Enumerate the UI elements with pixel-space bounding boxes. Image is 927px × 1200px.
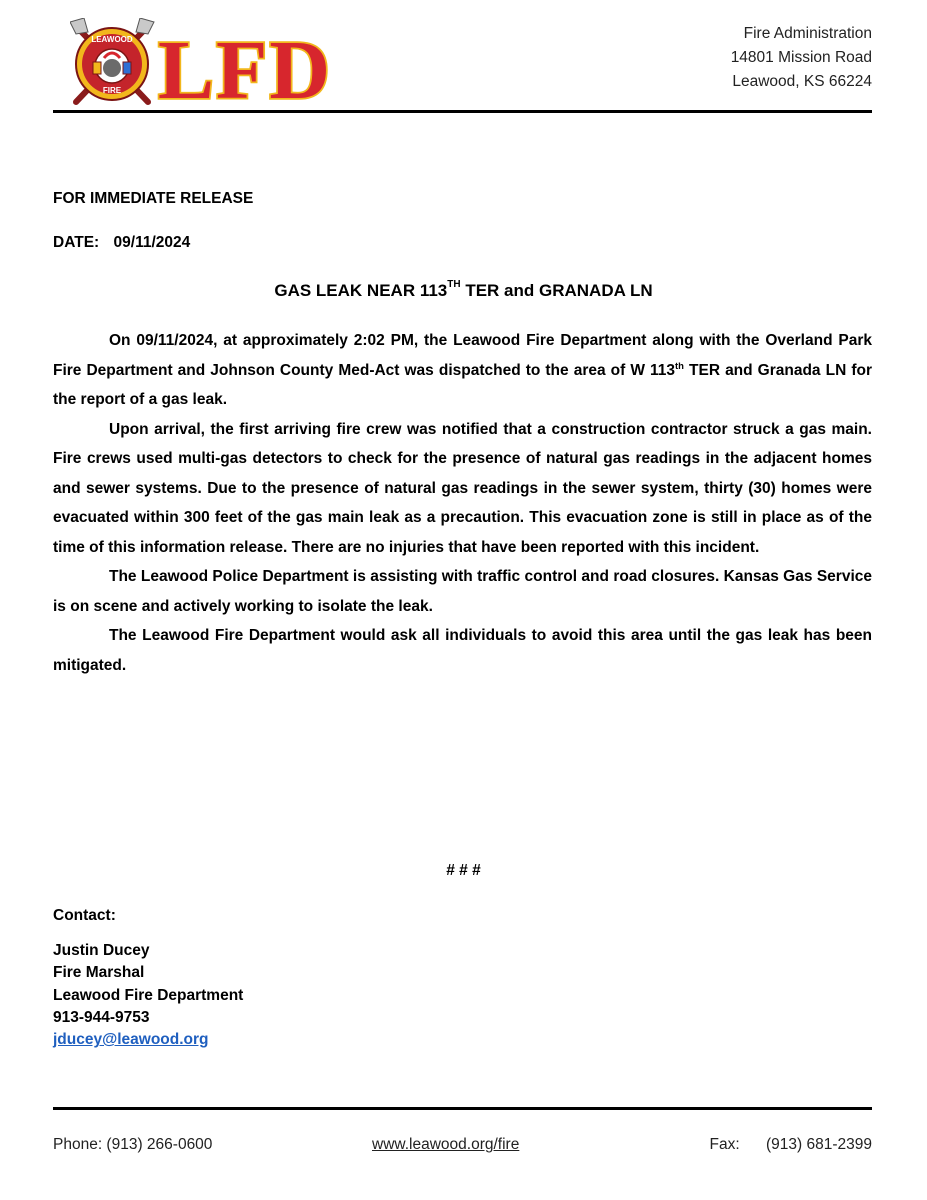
- contact-email-link[interactable]: jducey@leawood.org: [53, 1031, 209, 1049]
- contact-phone: 913-944-9753: [53, 1008, 150, 1026]
- paragraph: The Leawood Police Department is assisting with traffic control and road closures. Kansas Gas Service is on scene and actively working to isolate the leak.: [53, 568, 872, 615]
- press-release-headline: GAS LEAK NEAR 113TH TER and GRANADA LN: [274, 279, 653, 300]
- press-release-body: [53, 326, 872, 680]
- fax-value: (913) 681-2399: [766, 1136, 872, 1153]
- address-line: Leawood, KS 66224: [732, 73, 872, 90]
- paragraph: Upon arrival, the first arriving fire crew was notified that a construction contractor struck a gas main. Fire crews used multi-gas detectors to check for the presence of natural gas readings in the adjacent homes and sewer systems. Due to the presence of natural gas readings in the sewer system, thirty (30) homes were evacuated within 300 feet of the gas main leak as a precaution. This evacuation zone is still in place as of the time of this information release. There are no injuries that have been reported with this incident.: [53, 420, 872, 556]
- paragraph: On 09/11/2024, at approximately 2:02 PM, the Leawood Fire Department along with the Overland Park Fire Department and Johnson County Med-Act was dispatched to the area of W 113th TER and Granada LN for the report of a gas leak.: [53, 332, 872, 408]
- footer-fax: [710, 1136, 872, 1154]
- footer-divider: [53, 1107, 872, 1110]
- release-label: FOR IMMEDIATE RELEASE: [53, 190, 254, 207]
- contact-org: Leawood Fire Department: [53, 986, 244, 1004]
- release-date: [53, 234, 190, 252]
- svg-text:FIRE: FIRE: [102, 86, 122, 95]
- footer-website-link[interactable]: www.leawood.org/fire: [372, 1136, 520, 1153]
- contact-title: Fire Marshal: [53, 964, 145, 982]
- date-label: DATE:: [53, 234, 100, 251]
- contact-name: Justin Ducey: [53, 942, 150, 959]
- fax-label: Fax:: [709, 1136, 740, 1153]
- contact-block: [53, 940, 243, 1051]
- contact-label: Contact:: [53, 907, 116, 924]
- address-line: Fire Administration: [743, 25, 872, 42]
- date-value: 09/11/2024: [113, 234, 191, 251]
- header-divider: [53, 110, 872, 113]
- footer-phone: Phone: (913) 266-0600: [53, 1136, 213, 1153]
- address-block: [731, 22, 872, 94]
- fire-badge-icon: [76, 28, 148, 100]
- svg-text:LEAWOOD: LEAWOOD: [91, 35, 133, 44]
- address-line: 14801 Mission Road: [730, 49, 872, 66]
- logo-text: LFD: [158, 24, 332, 106]
- paragraph: The Leawood Fire Department would ask all individuals to avoid this area until the gas leak has been mitigated.: [53, 627, 872, 674]
- leawood-fire-logo: [70, 18, 352, 106]
- end-mark: # # #: [446, 862, 481, 879]
